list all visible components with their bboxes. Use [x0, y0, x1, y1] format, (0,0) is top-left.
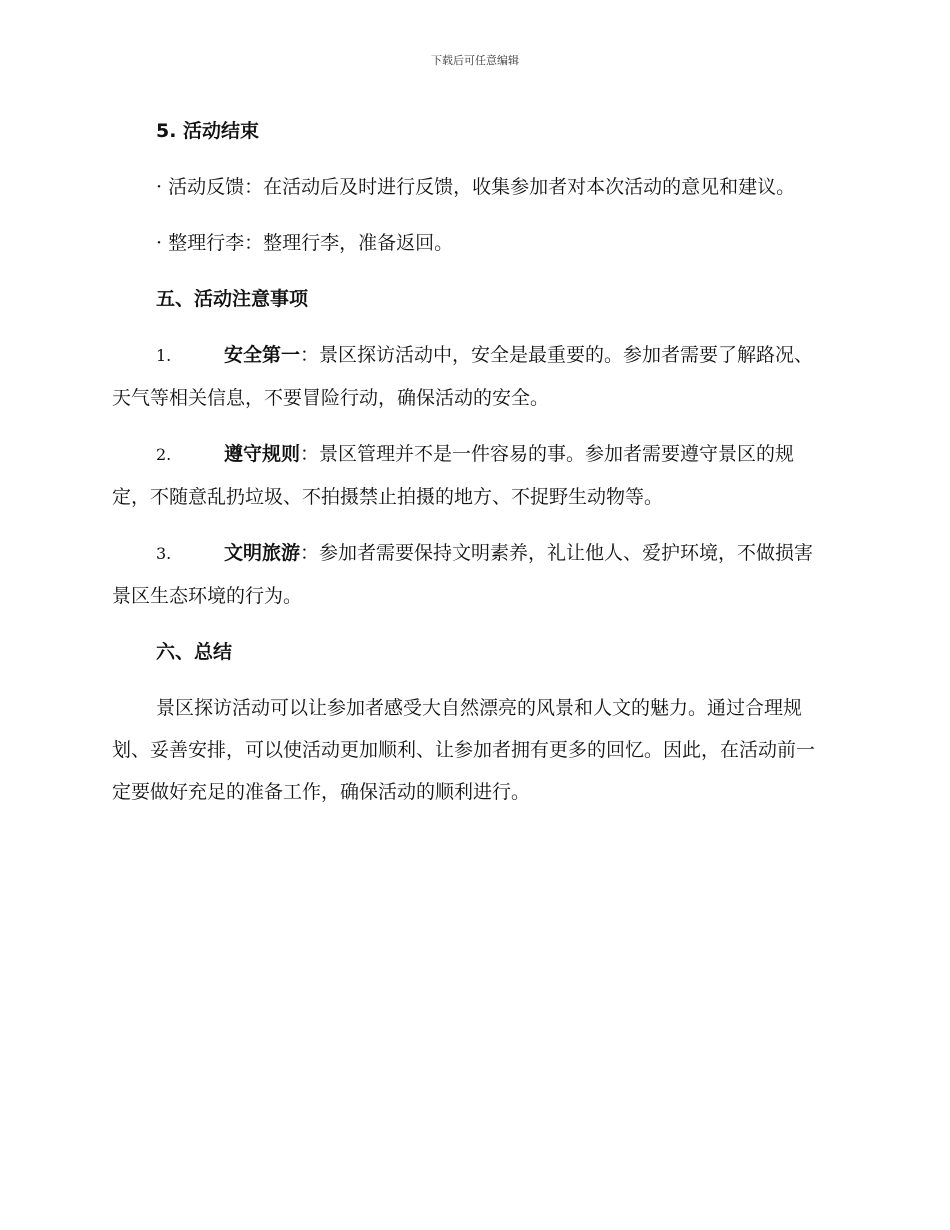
note-item-text: ：参加者需要保持文明素养，礼让他人、爱护环境，不做损害景区生态环境的行为。 [112, 542, 814, 607]
section-title-activity-end: 5. 活动结束 [156, 120, 260, 142]
note-item-rules [112, 433, 832, 518]
note-item-civilized [112, 532, 832, 617]
note-item-text: ：景区管理并不是一件容易的事。参加者需要遵守景区的规定，不随意乱扔垃圾、不拍摄禁止拍摄的地方、不捉野生动物等。 [112, 443, 795, 508]
document-body [112, 110, 832, 813]
note-item-safety [112, 334, 832, 419]
summary-paragraph: 景区探访活动可以让参加者感受大自然漂亮的风景和人文的魅力。通过合理规划、妥善安排，可以使活动更加顺利、让参加者拥有更多的回忆。因此，在活动前一定要做好充足的准备工作，确保活动的顺利进行。 [112, 697, 816, 803]
section-title-summary: 六、总结 [156, 641, 233, 663]
note-item-number: 2. [156, 445, 172, 464]
page-header: 下载后可任意编辑 [431, 54, 519, 67]
packing-paragraph: · 整理行李：整理行李，准备返回。 [156, 232, 454, 254]
note-item-text: ：景区探访活动中，安全是最重要的。参加者需要了解路况、天气等相关信息，不要冒险行动，确保活动的安全。 [112, 344, 814, 409]
note-item-number: 1. [156, 346, 172, 365]
feedback-paragraph: · 活动反馈：在活动后及时进行反馈，收集参加者对本次活动的意见和建议。 [156, 176, 796, 198]
note-item-term: 安全第一 [224, 344, 301, 366]
section-title-notes: 五、活动注意事项 [156, 288, 309, 310]
note-item-number: 3. [156, 544, 172, 563]
note-item-term: 文明旅游 [224, 542, 301, 564]
note-item-term: 遵守规则 [224, 443, 301, 465]
